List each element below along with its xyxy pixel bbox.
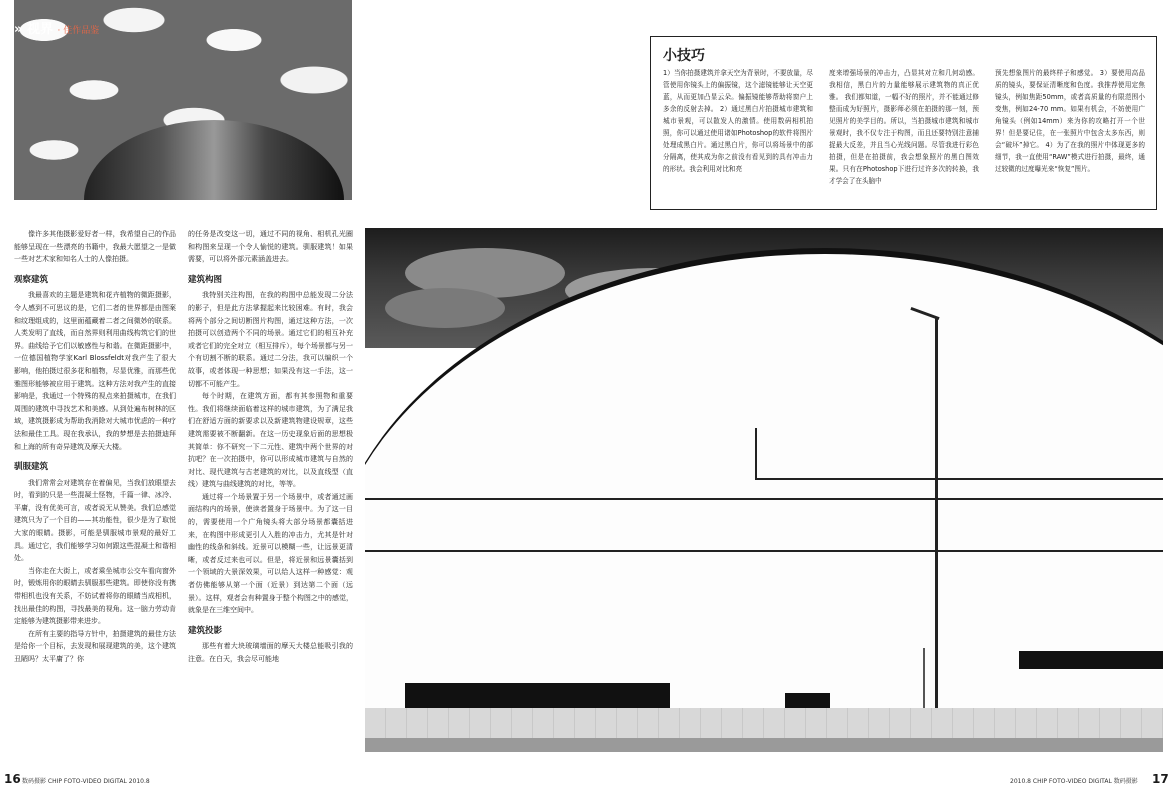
section-header: » 视界 · 佳作品鉴: [14, 22, 100, 37]
tile-wall: [365, 708, 1163, 738]
footer-left: 数码摄影 CHIP FOTO-VIDEO DIGITAL 2010.8: [22, 778, 150, 785]
tip-column-3: 预先想象图片的最终样子和感觉。 3）要使用高品质的镜头，要保证清晰度和色度。我推荐使用定焦镜头，例如焦距50mm，或者高质量的有限范围小变焦，例如24-70 mm。如果有机会，不妨使用广角镜头（例如14mm）来为你的攻略打开一个世界！但是要记住，在一张照片中包含太多东西，则会“破坏”掉它。 4）为了在我的照片中体现更多的细节，我一直使用“RAW”模式进行拍摄，最终，通过较微的过度曝光来“恢复”图片。: [995, 69, 1145, 173]
section-title: 视界: [26, 22, 53, 37]
heading-observe-architecture: 观察建筑: [14, 274, 49, 285]
ground: [365, 738, 1163, 752]
heading-tame-architecture: 驯服建筑: [14, 462, 49, 473]
page-number-right: 17: [1152, 772, 1169, 786]
tip-column-2: 度来增强场景的冲击力，凸显其对立和几何动感。我相信，黑白片的力量能够展示建筑物的真正优雅。 我们都知道，一幅不好的照片，并不能通过修整而成为好照片，摄影师必须在拍摄的那一刻，预见照片的美学目的。所以，当拍摄城市建筑和城市景观时，我不仅专注于构图，而且还要特别注意捕捉最大反差，并且当心光线问题。尽管我进行彩色拍摄，但是在拍摄前，我会想象照片的黑白图效果。只有在Photoshop下进行过许多次的转换，我才学会了在头脑中: [829, 69, 979, 185]
tip-box: [650, 36, 1157, 210]
window-band: [1019, 651, 1163, 669]
paragraph: 每个时期，在建筑方面，都有其参照物和重要性。我们将继续面临着这样的城市建筑，为了满足我们在舒适方面的新要求以及新建筑物建设规章，这些建筑需要被不断翻新。在这一历史现象后面的思想极其简单：你不研究一下二元性、建筑中两个世界的对抗吧？在一次拍摄中，你可以形成城市建筑与自然的对比、现代建筑与古老建筑的对比，以及直线型（直线）建筑与曲线建筑的对比，等等。: [188, 392, 353, 489]
section-subtitle: 佳作品鉴: [63, 26, 100, 36]
paragraph: 当你走在大街上，或者乘坐城市公交车看向窗外时，锻炼用你的眼睛去驯服那些建筑。即使你没有携带相机也没有关系，不妨试着将你的眼睛当成相机，找出最佳的构图，寻找最美的视角。这一脑力劳动肯定能够为建筑摄影带来进步。: [14, 566, 176, 626]
building-photo: [365, 228, 1163, 752]
article-column-1: [14, 228, 176, 666]
tip-title: 小技巧: [663, 48, 705, 64]
page-number-left: 16: [4, 772, 21, 786]
lamp-post: [935, 318, 938, 748]
footer-right: 2010.8 CHIP FOTO-VIDEO DIGITAL 数码摄影: [1010, 778, 1138, 785]
article-column-2: [188, 228, 353, 666]
dome-roof-shape: [84, 120, 344, 200]
paragraph: 我特别关注构图，在我的构图中总能发现二分法的影子，但是此方法掌握起来比较困难。有时，我会将两个部分之间切断图片构图，通过这种方法，一次拍摄可以创造两个不同的场景。通过它们的相互补充或者它们的完全对立（相互排斥），每个场景都与另一个有切割不断的联系。通过二分法，我可以编织一个故事，或者体现一种思想；如果没有这一手法，这一切都不可能产生。: [188, 291, 353, 388]
paragraph: 我最喜欢的主题是建筑和花卉植物的微距摄影，令人感到不可思议的是，它们二者的世界都是由图案和纹理组成的，这里面蕴藏着二者之间微妙的联系。人类发明了直线，而自然界则利用曲线构筑它们的世界。曲线给予它们以敏感性与和谐。在微距摄影中，一位德国植物学家Karl Blossfeldt对我产生了很大影响，他拍摄过很多花和植物，尽显优雅，而那些优雅图形能够被应用于建筑。这种方法对我产生的直接影响是，我通过一个特殊的视点来拍摄城市，在我们周围的建筑中寻找艺术和美感。从到处遍布树林的区域，建筑摄影成为帮助我消除对大城市忧虑的一种疗法和最佳工具。现在我承认，我的梦想是去拍摄迪拜和上海的所有奇异建筑及摩天大楼。: [14, 291, 176, 451]
paragraph: 通过将一个场景置于另一个场景中，或者通过画面结构内的场景，使读者置身于场景中。为了这一目的，需要使用一个广角镜头将大部分场景都囊括进来，在构图中形成更引人入胜的冲击力，尤其是针对幽性的线条和斜线。近景可以模糊一些，让远景更清晰，或者反过来也可以。但是，将近景和远景囊括到一个领域的大景深效果，可以给人这样一种感觉：观者仿佛能够从第一个面（近景）到达第二个面（远景）。这样，观者会有种置身于整个构图之中的感觉，就象是在三维空间中。: [188, 492, 353, 615]
intro-paragraph: 像许多其他摄影爱好者一样，我希望自己的作品能够呈现在一些漂亮的书籍中，我最大愿望之一是做一些对艺术家和知名人士的人像拍摄。: [14, 230, 176, 264]
heading-composition: 建筑构图: [188, 274, 223, 285]
section-arrow-icon: »: [14, 22, 23, 37]
tip-column-1: 1）当你拍摄建筑并拿天空为背景时，不要放量，尽管使用你镜头上的偏振镜，这个滤镜能够让天空更蓝，从而更加凸显云朵。偏振镜能够帮助将窗户上多余的反射去掉。 2）通过黑白片拍摄城市建筑和城市景观，可以散发人的激情。使用数码相机拍照，你可以通过使用诸如Photoshop的软件将图片处理成黑白片。通过黑白片，你可以将场景中的部分隔离，使其成为你之前没有看见到的具有冲击力的形状。我会利用对比和亮: [663, 69, 813, 173]
heading-projection: 建筑投影: [188, 625, 223, 636]
paragraph: 那些有着大块玻璃墙面的摩天大楼总能吸引我的注意。在白天，我会尽可能地: [188, 642, 353, 663]
paragraph: 在所有主要的指导方针中，拍摄建筑的最佳方法是给你一个目标，去发现和展现建筑的美，这个建筑丑陋吗？太平庸了？你: [14, 629, 176, 663]
paragraph: 我们常常会对建筑存在着偏见，当我们放眼望去时，看到的只是一些混凝土怪物，千篇一律、冰冷、平庸，没有优美可言，或者说无从赞美。我们总感觉建筑只为了一个目的——其功能性，很少是为了取悦大家的眼睛。摄影，可能是驯服城市景观的最好工具。通过它，我们能够学习如何跟这些混凝土和谐相处。: [14, 478, 176, 563]
paragraph: 的任务是改变这一切，通过不同的视角、相机孔光圈和构图来呈现一个令人愉悦的建筑。驯服建筑！如果需要，可以将外部元素涵盖进去。: [188, 230, 353, 264]
